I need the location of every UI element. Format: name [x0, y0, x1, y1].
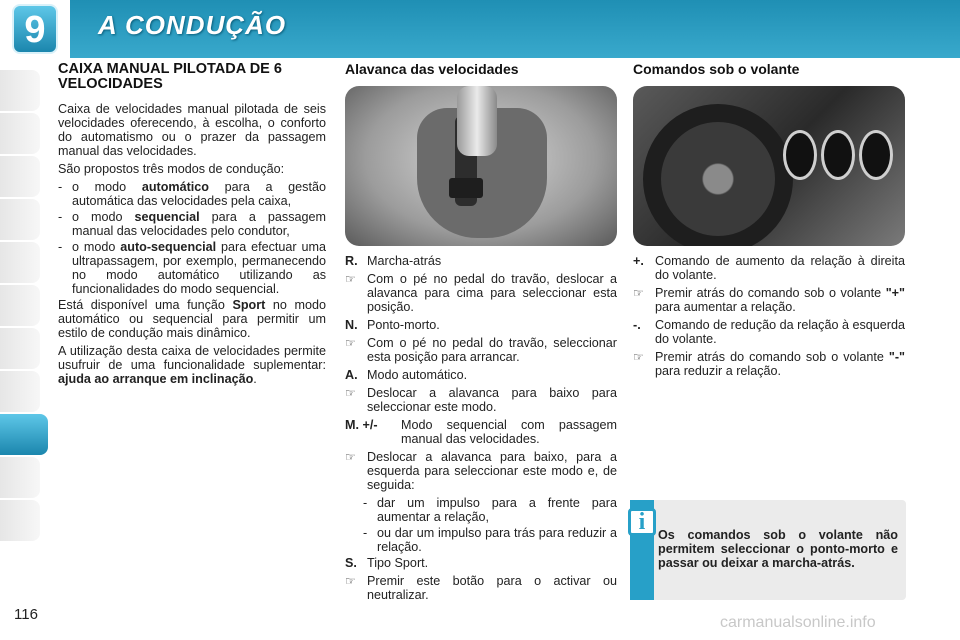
hand-pointer-icon: ☞ [345, 336, 356, 350]
list-item: - o modo sequencial para a passagem manual das velocidades pelo condutor, [58, 210, 326, 238]
page-title: A CONDUÇÃO [98, 10, 287, 40]
side-tab[interactable] [0, 328, 40, 369]
paragraph: Está disponível uma função Sport no modo automático ou sequencial para permitir um estilo de condução mais dinâmico. [58, 298, 326, 340]
side-tab[interactable] [0, 457, 40, 498]
chapter-badge: 9 [12, 4, 58, 54]
control-item-minus: -. Comando de redução da relação à esquerda do volante. [633, 318, 905, 346]
side-tab[interactable] [0, 242, 40, 283]
hint-row: ☞ Deslocar a alavanca para baixo para seleccionar este modo. [345, 386, 617, 414]
info-note [630, 500, 906, 600]
page-number: 116 [14, 606, 38, 623]
list-item: - o modo auto-sequencial para efectuar uma ultrapassagem, por exemplo, permanecendo no modo automático utilizando as funcionalidades do modo sequencial. [58, 240, 326, 296]
gear-lever-photo [345, 86, 617, 246]
side-tab-active[interactable] [0, 414, 48, 455]
gear-item-m: M. +/- Modo sequencial com passagem manual das velocidades. [345, 418, 617, 446]
gear-item-s: S. Tipo Sport. [345, 556, 429, 570]
hint-row: ☞ Com o pé no pedal do travão, deslocar a alavanca para cima para seleccionar esta posição. [345, 272, 617, 314]
hint-row: ☞ Com o pé no pedal do travão, seleccionar esta posição para arrancar. [345, 336, 617, 364]
note-text: Os comandos sob o volante não permitem seleccionar o ponto-morto e passar ou deixar a marcha-atrás. [658, 528, 898, 570]
paragraph: Caixa de velocidades manual pilotada de seis velocidades oferecendo, à escolha, o conforto do automatismo ou o prazer da passagem manual das velocidades. [58, 102, 326, 158]
hint-row: ☞ Premir este botão para o activar ou neutralizar. [345, 574, 617, 602]
hand-pointer-icon: ☞ [633, 286, 644, 300]
hand-pointer-icon: ☞ [345, 386, 356, 400]
hand-pointer-icon: ☞ [633, 350, 644, 364]
section-heading: Alavanca das velocidades [345, 61, 519, 77]
hand-pointer-icon: ☞ [345, 450, 356, 464]
hand-pointer-icon: ☞ [345, 574, 356, 588]
control-item-plus: +. Comando de aumento da relação à direita do volante. [633, 254, 905, 282]
column-steering-controls [633, 62, 905, 382]
section-heading: CAIXA MANUAL PILOTADA DE 6 VELOCIDADES [58, 61, 282, 92]
watermark: carmanualsonline.info [720, 614, 876, 631]
hint-row: ☞ Premir atrás do comando sob o volante "+" para aumentar a relação. [633, 286, 905, 314]
side-tab[interactable] [0, 113, 40, 154]
hint-row: ☞ Deslocar a alavanca para baixo, para a esquerda para seleccionar este modo e, de seguida: [345, 450, 617, 492]
list-item: - o modo automático para a gestão automática das velocidades pela caixa, [58, 180, 326, 208]
paragraph: A utilização desta caixa de velocidades permite usufruir de uma funcionalidade suplementar: ajuda ao arranque em inclinação. [58, 344, 326, 386]
steering-wheel-photo [633, 86, 905, 246]
side-tab[interactable] [0, 70, 40, 111]
column-gear-lever [345, 62, 617, 606]
side-tab[interactable] [0, 285, 40, 326]
side-tab[interactable] [0, 156, 40, 197]
side-tab[interactable] [0, 199, 40, 240]
paragraph: São propostos três modos de condução: [58, 162, 285, 176]
list-item: - ou dar um impulso para trás para reduzir a relação. [363, 526, 617, 554]
hand-pointer-icon: ☞ [345, 272, 356, 286]
list-item: - dar um impulso para a frente para aumentar a relação, [363, 496, 617, 524]
info-icon: i [628, 508, 656, 536]
gear-item-n: N. Ponto-morto. [345, 318, 440, 332]
side-tab[interactable] [0, 371, 40, 412]
side-tabs [0, 70, 48, 543]
gear-item-a: A. Modo automático. [345, 368, 468, 382]
gear-item-r: R. Marcha-atrás [345, 254, 442, 268]
hint-row: ☞ Premir atrás do comando sob o volante "-" para reduzir a relação. [633, 350, 905, 378]
side-tab[interactable] [0, 500, 40, 541]
column-intro [58, 62, 326, 390]
section-heading: Comandos sob o volante [633, 61, 800, 77]
